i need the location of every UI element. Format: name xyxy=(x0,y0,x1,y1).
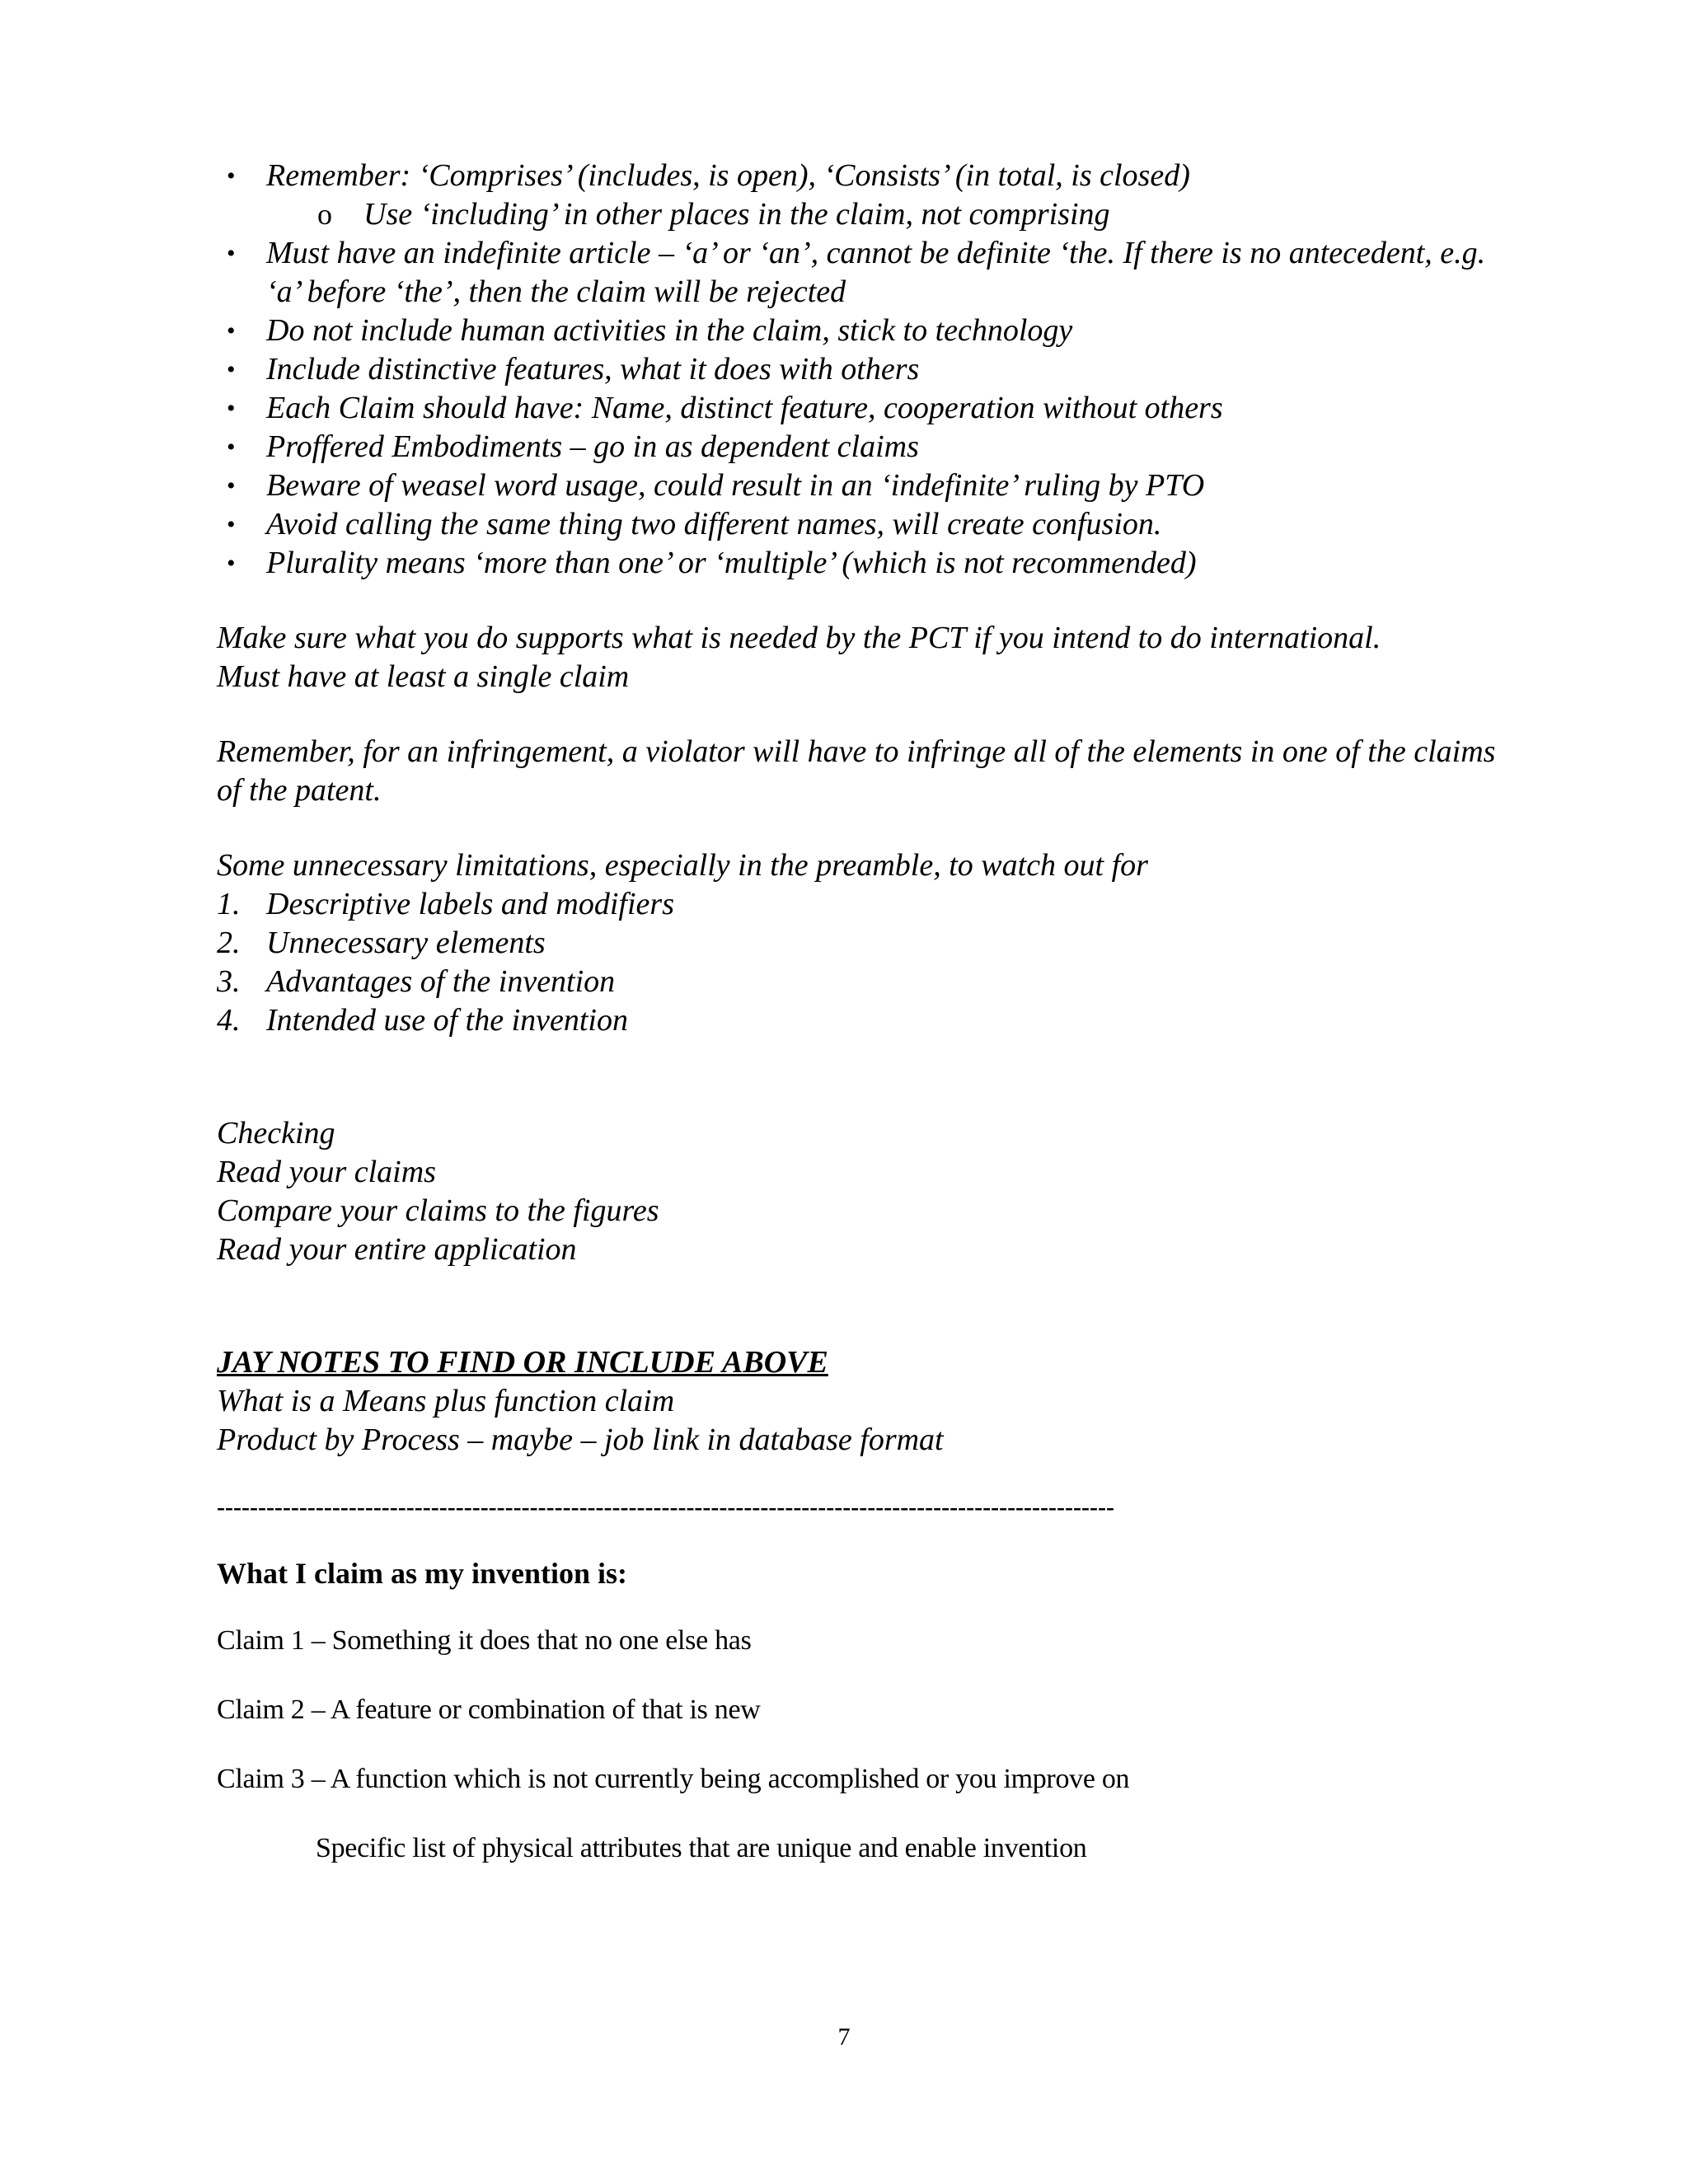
list-item-text: Avoid calling the same thing two different names, will create confusion. xyxy=(266,507,1162,541)
bullet-icon: • xyxy=(227,317,236,344)
claim-item: Claim 2 – A feature or combination of that is new xyxy=(217,1694,761,1725)
sub-bullet-icon: o xyxy=(317,198,332,231)
jay-notes-line: Product by Process – maybe – job link in database format xyxy=(217,1422,944,1457)
claim-item: Claim 1 – Something it does that no one else has xyxy=(217,1625,752,1656)
separator-line: ------------------------------------------------------------------------------------------------------------- xyxy=(217,1493,1114,1521)
page-content xyxy=(217,157,1511,1867)
limitations-list xyxy=(217,885,1511,1040)
checking-line: Read your claims xyxy=(217,1155,436,1189)
list-item xyxy=(217,885,1511,924)
sub-list-item-text: Use ‘including’ in other places in the claim, not comprising xyxy=(363,197,1110,232)
bullet-icon: • xyxy=(227,356,236,383)
bullet-icon: • xyxy=(227,434,236,461)
list-item xyxy=(217,234,1511,312)
list-item-text: Do not include human activities in the claim, stick to technology xyxy=(266,313,1073,348)
list-number: 4. xyxy=(217,1003,241,1038)
limitations-intro: Some unnecessary limitations, especially in the preamble, to watch out for xyxy=(217,848,1148,883)
list-item xyxy=(217,544,1511,583)
list-item-text: Proffered Embodiments – go in as dependent claims xyxy=(266,429,919,464)
list-item xyxy=(217,350,1511,389)
list-item-text: Unnecessary elements xyxy=(266,926,546,960)
list-item-text: Descriptive labels and modifiers xyxy=(266,887,674,921)
pct-note xyxy=(217,619,1511,696)
list-item-text: Each Claim should have: Name, distinct feature, cooperation without others xyxy=(266,391,1223,425)
list-item xyxy=(217,389,1511,428)
list-item-text: Remember: ‘Comprises’ (includes, is open), ‘Consists’ (in total, is closed) xyxy=(266,158,1190,193)
list-item-text: Beware of weasel word usage, could result in an ‘indefinite’ ruling by PTO xyxy=(266,468,1205,503)
bullet-icon: • xyxy=(227,511,236,538)
list-item xyxy=(217,428,1511,466)
bullet-icon: • xyxy=(227,550,236,577)
jay-notes-section xyxy=(217,1343,1511,1460)
pct-note-line: Must have at least a single claim xyxy=(217,659,630,694)
claim-detail: Specific list of physical attributes that are unique and enable invention xyxy=(316,1833,1087,1863)
bullet-icon: • xyxy=(227,472,236,499)
list-item-text: Plurality means ‘more than one’ or ‘multiple’ (which is not recommended) xyxy=(266,546,1197,580)
list-item-text: Must have an indefinite article – ‘a’ or ‘an’, cannot be definite ‘the. If there is no antecedent, e.g. ‘a’ before ‘the’, then the claim will be rejected xyxy=(266,236,1486,309)
list-item xyxy=(217,963,1511,1001)
list-item xyxy=(217,157,1511,195)
list-item-text: Intended use of the invention xyxy=(266,1003,628,1038)
list-item xyxy=(217,505,1511,544)
infringement-note: Remember, for an infringement, a violator will have to infringe all of the elements in one of the claims of the patent. xyxy=(217,734,1496,808)
list-item xyxy=(217,466,1511,505)
claims-heading: What I claim as my invention is: xyxy=(217,1557,628,1590)
list-item xyxy=(217,312,1511,350)
jay-notes-line: What is a Means plus function claim xyxy=(217,1384,675,1418)
bullet-icon: • xyxy=(227,395,236,422)
list-item xyxy=(217,1001,1511,1040)
claim-item: Claim 3 – A function which is not currently being accomplished or you improve on xyxy=(217,1764,1130,1794)
bullet-icon: • xyxy=(227,162,236,190)
checking-line: Compare your claims to the figures xyxy=(217,1193,659,1228)
checking-line: Read your entire application xyxy=(217,1232,577,1267)
list-item xyxy=(217,924,1511,963)
list-number: 3. xyxy=(217,964,241,999)
sub-list-item xyxy=(217,195,1511,234)
limitations-section xyxy=(217,846,1511,1040)
checking-heading: Checking xyxy=(217,1116,335,1151)
list-number: 1. xyxy=(217,887,241,921)
checking-section xyxy=(217,1114,1511,1269)
page-number: 7 xyxy=(837,2023,851,2050)
claim-rules-list xyxy=(217,157,1511,583)
list-item-text: Advantages of the invention xyxy=(266,964,616,999)
bullet-icon: • xyxy=(227,240,236,267)
jay-notes-heading: JAY NOTES TO FIND OR INCLUDE ABOVE xyxy=(217,1345,828,1380)
list-number: 2. xyxy=(217,926,241,960)
list-item-text: Include distinctive features, what it does with others xyxy=(266,352,920,387)
pct-note-line: Make sure what you do supports what is needed by the PCT if you intend to do international. xyxy=(217,621,1381,655)
